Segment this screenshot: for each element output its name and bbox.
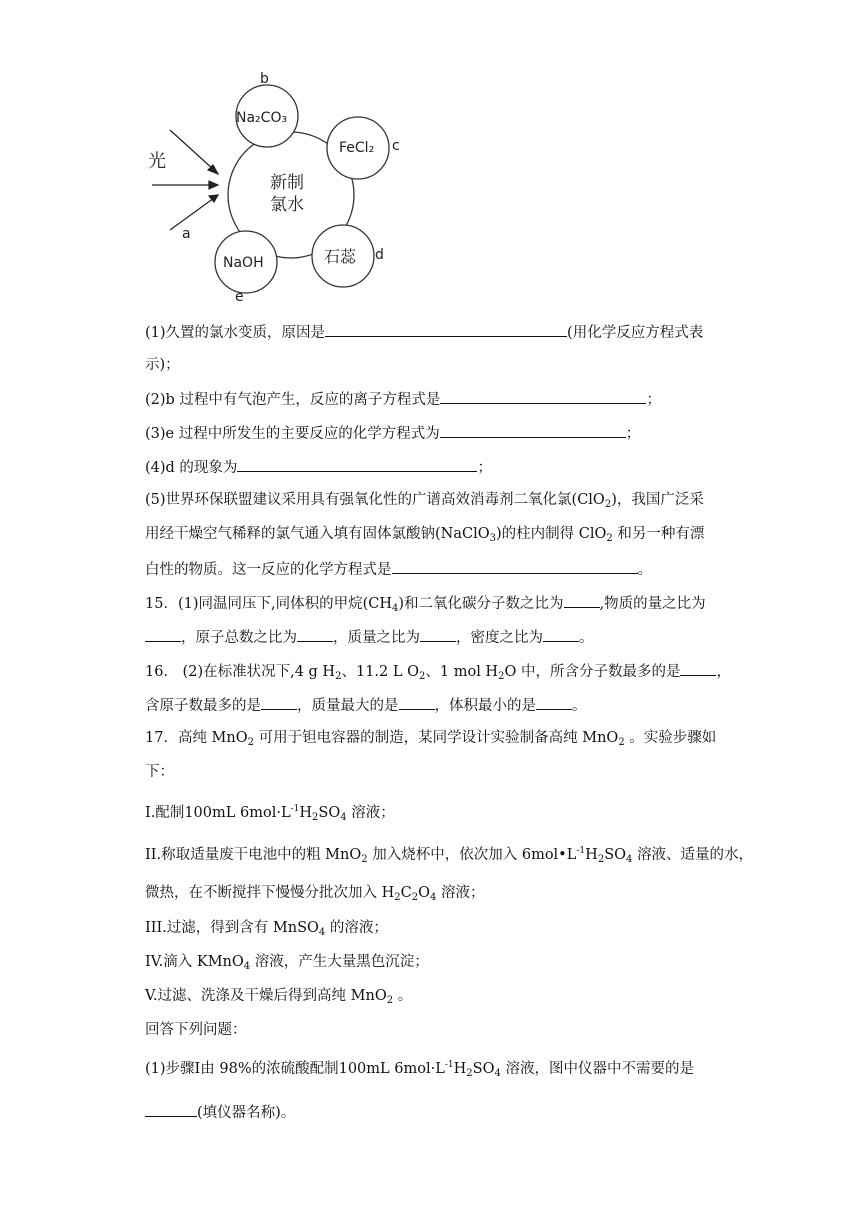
subscript: 2 [597,854,605,865]
text-line-10 [145,626,594,648]
answer-blank[interactable] [536,694,572,710]
text-line-12 [145,694,587,716]
text-line-21 [145,1020,247,1040]
q5-text: 和另一种有漂 [612,526,705,542]
q17-text: 17．高纯 MnO [145,730,248,746]
label-b: b [260,71,269,87]
q2-text: (2)b 过程中有气泡产生，反应的离子方程式是 [145,392,441,408]
label-d: d [375,247,384,263]
q17-1-text: (1)步骤I由 98%的浓硫酸配制100mL 6mol·L [145,1061,445,1077]
answer-blank[interactable] [297,626,333,642]
text-line-2 [145,355,180,375]
subscript: 2 [466,1068,473,1079]
superscript: -1 [290,804,300,814]
text-line-6 [145,490,704,510]
text-line-16 [145,845,753,865]
step-1: 溶液； [346,805,395,821]
text-line-3 [145,388,661,410]
chlorine-water-diagram [130,70,420,310]
punct: ； [625,426,641,442]
step-2: C [400,885,412,901]
text-line-15 [145,803,395,823]
answer-blank[interactable] [392,558,638,574]
subscript: 4 [494,1068,501,1079]
step-5: 。 [393,988,413,1004]
subscript: 2 [247,737,255,748]
text-line-9 [145,592,706,614]
q16-text: ，体积最小的是 [434,698,536,714]
step-2: 溶液、适量的水， [632,847,753,863]
q3-text: (3)e 过程中所发生的主要反应的化学方程式为 [145,426,440,442]
chem-e: NaOH [223,255,264,271]
superscript: -1 [576,846,586,856]
answer-blank[interactable] [420,626,456,642]
text-line-8 [145,558,652,580]
q4-text: (4)d 的现象为 [145,460,238,476]
q17-1-hint: (填仪器名称)。 [197,1105,296,1121]
punct: 。 [579,630,594,646]
step-1: I.配制100mL 6mol·L [145,805,291,821]
chem-b: Na₂CO₃ [236,110,288,126]
subscript: 2 [312,812,319,823]
text-line-14 [145,762,174,782]
q5-text: 用经干燥空气稀释的氯气通入填有固体氯酸钠(NaClO [145,526,490,542]
subscript: 2 [618,737,625,748]
punct: ； [646,392,661,408]
q5-text: (5)世界环保联盟建议采用具有强氧化性的广谱高效消毒剂二氧化氯(ClO [145,492,605,508]
q15-text: )和二氧化碳分子数之比为 [398,596,564,612]
q1-hint-end: 示)； [145,357,180,373]
text-line-1 [145,321,703,343]
subscript: 2 [604,499,612,510]
q16-text: 含原子数最多的是 [145,698,261,714]
label-e: e [235,289,244,305]
step-4: 溶液，产生大量黑色沉淀； [250,954,429,970]
answer-blank[interactable] [680,660,716,676]
center-label-line1: 新制 [270,173,304,193]
subscript: 2 [411,892,419,903]
punct: 。 [637,562,652,578]
subscript: 3 [489,533,496,544]
light-label: 光 [148,151,166,172]
answer-intro: 回答下列问题： [145,1022,247,1038]
answer-blank[interactable] [145,626,181,642]
q16-text: O 中，所含分子数最多的是 [504,664,681,680]
text-line-19 [145,952,429,972]
label-c: c [392,138,400,154]
subscript: 2 [498,671,505,682]
subscript: 2 [606,533,613,544]
step-1: SO [318,805,341,821]
text-line-11 [145,660,731,682]
q17-1-text: 溶液，图中仪器中不需要的是 [500,1061,694,1077]
q1-hint: (用化学反应方程式表 [567,325,704,341]
answer-blank[interactable] [564,592,600,608]
label-a: a [182,226,191,242]
answer-blank[interactable] [325,321,567,337]
q15-text: ，密度之比为 [456,630,543,646]
text-line-22 [145,1059,694,1079]
subscript: 4 [318,927,326,938]
punct: ； [477,460,492,476]
text-line-4 [145,422,640,444]
step-4: IV.滴入 KMnO [145,954,244,970]
step-2: II.称取适量废干电池中的粗 MnO [145,847,362,863]
text-line-18 [145,918,388,938]
step-2: SO [604,847,627,863]
subscript: 4 [340,812,347,823]
step-1: H [299,805,313,821]
subscript: 2 [419,671,426,682]
center-label-line2: 氯水 [270,195,304,215]
step-2: 微热，在不断搅拌下慢慢分批次加入 H [145,885,395,901]
text-line-17 [145,883,485,903]
text-line-7 [145,524,704,544]
subscript: 4 [626,854,633,865]
step-3: III.过滤，得到含有 MnSO [145,920,319,936]
text-line-20 [145,986,412,1006]
answer-blank[interactable] [237,456,477,472]
light-arrows [152,130,218,230]
step-2: O [418,885,431,901]
q5-text: )的柱内制得 ClO [495,526,607,542]
subscript: 4 [243,961,251,972]
q5-text: )，我国广泛采 [611,492,704,508]
superscript: -1 [444,1060,454,1070]
subscript: 2 [386,995,394,1006]
q16-text: ，质量最大的是 [297,698,399,714]
subscript: 2 [394,892,401,903]
q15-text: 15．(1)同温同压下,同体积的甲烷(CH [145,596,392,612]
step-2: 溶液； [436,885,485,901]
q17-text: 下： [145,764,174,780]
text-line-23 [145,1101,295,1123]
q17-text: 。实验步骤如 [624,730,717,746]
step-2: H [585,847,598,863]
q15-text: ，质量之比为 [333,630,420,646]
subscript: 2 [361,854,368,865]
text-line-13 [145,728,716,748]
punct: ， [716,664,731,680]
q15-text: ，原子总数之比为 [181,630,297,646]
text-line-5 [145,456,492,478]
chem-c: FeCl₂ [339,140,375,156]
subscript: 2 [335,671,342,682]
q15-text: ,物质的量之比为 [599,596,706,612]
q5-text: 白性的物质。这一反应的化学方程式是 [145,562,392,578]
step-5: V.过滤、洗涤及干燥后得到高纯 MnO [145,988,387,1004]
q17-1-text: SO [472,1061,495,1077]
q16-text: 、1 mol H [425,664,499,680]
answer-blank[interactable] [399,694,435,710]
punct: 。 [572,698,587,714]
step-2: 加入烧杯中，依次加入 6mol•L [367,847,577,863]
q1-text: (1)久置的氯水变质，原因是 [145,325,326,341]
answer-blank[interactable] [543,626,579,642]
text-d: 石蕊 [324,247,357,266]
answer-blank[interactable] [145,1101,197,1117]
answer-blank[interactable] [440,388,646,404]
q17-text: 可用于钽电容器的制造，某同学设计实验制备高纯 MnO [254,730,619,746]
answer-blank[interactable] [440,422,626,438]
q16-text: 16． (2)在标准状况下,4 g H [145,664,336,680]
subscript: 4 [392,603,399,614]
answer-blank[interactable] [261,694,297,710]
subscript: 4 [430,892,437,903]
step-3: 的溶液； [325,920,388,936]
q17-1-text: H [453,1061,467,1077]
q16-text: 、11.2 L O [341,664,419,680]
